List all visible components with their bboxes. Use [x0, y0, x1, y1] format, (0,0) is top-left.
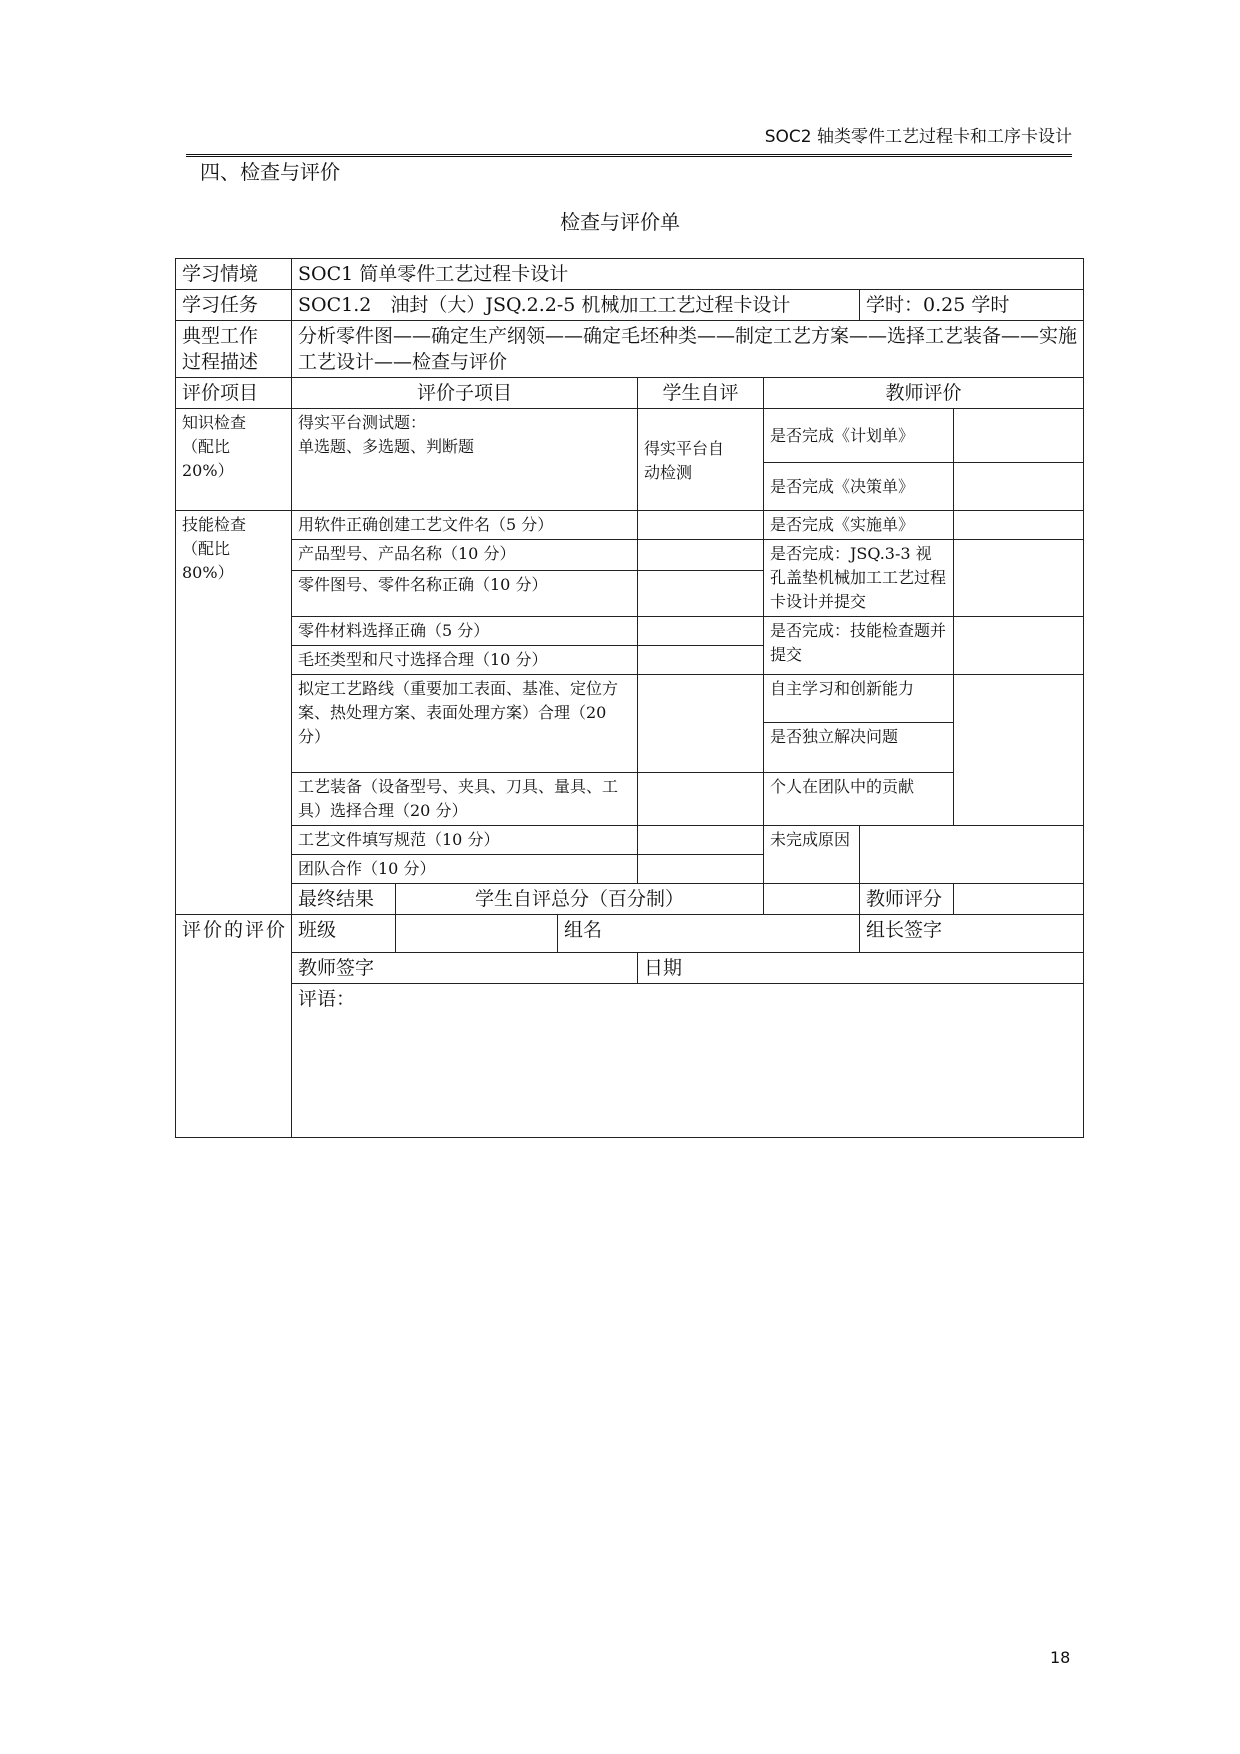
- teacher-decision-value: [954, 463, 1084, 511]
- comment-label: 评语：: [292, 984, 1084, 1138]
- skill-teacher-item: 是否独立解决问题: [764, 723, 954, 773]
- knowledge-self: 得实平台自 动检测: [638, 409, 764, 511]
- context-value: SOC1 简单零件工艺过程卡设计: [292, 259, 1084, 290]
- skill-self-score: [638, 855, 764, 884]
- skill-item: 团队合作（10 分）: [292, 855, 638, 884]
- skill-teacher-value: [954, 617, 1084, 675]
- skill-item: 工艺文件填写规范（10 分）: [292, 826, 638, 855]
- evaluation-table: [175, 258, 1084, 1138]
- header-teacher: 教师评价: [764, 378, 1084, 409]
- context-label: 学习情境: [176, 259, 292, 290]
- skill-teacher-value: [860, 826, 1084, 884]
- skill-item: 毛坯类型和尺寸选择合理（10 分）: [292, 646, 638, 675]
- header-item: 评价项目: [176, 378, 292, 409]
- header-title: SOC2 轴类零件工艺过程卡和工序卡设计: [764, 127, 1072, 147]
- skill-self-score: [638, 646, 764, 675]
- skill-teacher-item: 是否完成：技能检查题并提交: [764, 617, 954, 675]
- skill-item: 拟定工艺路线（重要加工表面、基准、定位方案、热处理方案、表面处理方案）合理（20 分）: [292, 675, 638, 773]
- final-self-total: 学生自评总分（百分制）: [396, 884, 764, 915]
- knowledge-sub: 得实平台测试题： 单选题、多选题、判断题: [292, 409, 638, 511]
- skill-teacher-value: [954, 675, 1084, 826]
- skill-self-score: [638, 540, 764, 571]
- task-value: SOC1.2 油封（大）JSQ.2.2-5 机械加工工艺过程卡设计: [292, 290, 860, 321]
- teacher-decision: 是否完成《决策单》: [764, 463, 954, 511]
- skill-item: 工艺装备（设备型号、夹具、刀具、量具、工具）选择合理（20 分）: [292, 773, 638, 826]
- skill-teacher-item: 是否完成《实施单》: [764, 511, 954, 540]
- skill-item: 产品型号、产品名称（10 分）: [292, 540, 638, 571]
- group-label: 组名: [558, 915, 860, 953]
- teacher-sign-label: 教师签字: [292, 953, 638, 984]
- skill-teacher-item: 是否完成：JSQ.3-3 视孔盖垫机械加工工艺过程卡设计并提交: [764, 540, 954, 617]
- skill-teacher-value: [954, 511, 1084, 540]
- page-header: [186, 118, 1072, 157]
- skill-teacher-item: 个人在团队中的贡献: [764, 773, 954, 826]
- final-teacher-score: 教师评分: [860, 884, 954, 915]
- skill-item: 零件材料选择正确（5 分）: [292, 617, 638, 646]
- process-value: 分析零件图——确定生产纲领——确定毛坯种类——制定工艺方案——选择工艺装备——实施工艺设计——检查与评价: [292, 321, 1084, 378]
- skill-teacher-value: [954, 540, 1084, 617]
- skill-self-score: [638, 570, 764, 616]
- skill-self-score: [638, 617, 764, 646]
- skill-item: 用软件正确创建工艺文件名（5 分）: [292, 511, 638, 540]
- leader-sign-label: 组长签字: [860, 915, 1084, 953]
- skill-self-score: [638, 773, 764, 826]
- skill-item: 零件图号、零件名称正确（10 分）: [292, 570, 638, 616]
- skill-label: 技能检查 （配比 80%）: [176, 511, 292, 915]
- skill-teacher-item: 未完成原因: [764, 826, 860, 884]
- final-label: 最终结果: [292, 884, 396, 915]
- task-hours: 学时：0.25 学时: [860, 290, 1084, 321]
- teacher-plan: 是否完成《计划单》: [764, 409, 954, 463]
- skill-teacher-item: 自主学习和创新能力: [764, 675, 954, 723]
- table-title: 检查与评价单: [560, 210, 680, 234]
- skill-self-score: [638, 826, 764, 855]
- class-value: [396, 915, 558, 953]
- class-label: 班级: [292, 915, 396, 953]
- final-teacher-value: [954, 884, 1084, 915]
- process-label: 典型工作 过程描述: [176, 321, 292, 378]
- date-label: 日期: [638, 953, 1084, 984]
- task-label: 学习任务: [176, 290, 292, 321]
- teacher-plan-value: [954, 409, 1084, 463]
- evaluation-label: 评价的评价: [176, 915, 292, 1138]
- section-heading: 四、检查与评价: [200, 160, 340, 184]
- page-number: 18: [1050, 1648, 1071, 1667]
- header-sub: 评价子项目: [292, 378, 638, 409]
- skill-self-score: [638, 675, 764, 773]
- header-self: 学生自评: [638, 378, 764, 409]
- final-self-value: [764, 884, 860, 915]
- knowledge-label: 知识检查 （配比 20%）: [176, 409, 292, 511]
- skill-self-score: [638, 511, 764, 540]
